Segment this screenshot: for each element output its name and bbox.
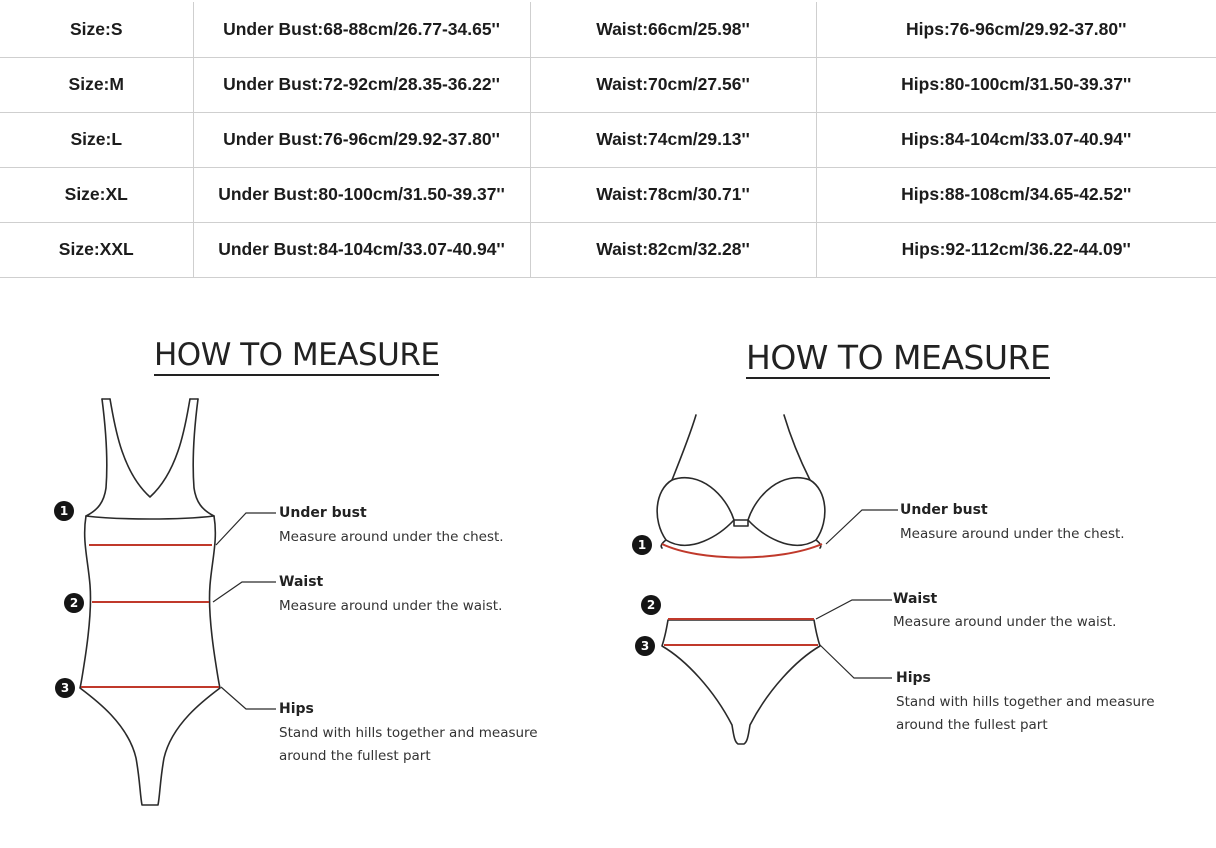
step-1-badge: 1: [54, 501, 74, 521]
bikini-leader-lines: [816, 510, 898, 678]
hips-label: Hips: [279, 701, 314, 717]
under-bust-label: Under bust: [279, 505, 367, 521]
waist-cell: Waist:66cm/25.98'': [530, 2, 816, 57]
hips-description-line-2: around the fullest part: [279, 748, 431, 764]
hips-description-line-1: Stand with hills together and measure: [896, 694, 1155, 710]
under-bust-cell: Under Bust:84-104cm/33.07-40.94'': [193, 222, 530, 277]
step-2-badge: 2: [64, 593, 84, 613]
hips-cell: Hips:84-104cm/33.07-40.94'': [816, 112, 1216, 167]
waist-cell: Waist:78cm/30.71'': [530, 167, 816, 222]
swimsuit-leader-lines: [213, 513, 276, 709]
hips-description-line-1: Stand with hills together and measure: [279, 725, 538, 741]
left-how-to-measure-title: HOW TO MEASURE: [154, 337, 439, 376]
under-bust-description: Measure around under the chest.: [279, 529, 504, 545]
waist-cell: Waist:74cm/29.13'': [530, 112, 816, 167]
waist-cell: Waist:70cm/27.56'': [530, 57, 816, 112]
under-bust-cell: Under Bust:68-88cm/26.77-34.65'': [193, 2, 530, 57]
hips-cell: Hips:92-112cm/36.22-44.09'': [816, 222, 1216, 277]
under-bust-cell: Under Bust:76-96cm/29.92-37.80'': [193, 112, 530, 167]
size-cell: Size:XL: [0, 167, 193, 222]
step-3-badge: 3: [635, 636, 655, 656]
size-cell: Size:S: [0, 2, 193, 57]
under-bust-description: Measure around under the chest.: [900, 526, 1125, 542]
right-how-to-measure-title: HOW TO MEASURE: [746, 338, 1051, 377]
size-cell: Size:M: [0, 57, 193, 112]
bikini-bottom-illustration: [662, 620, 820, 744]
size-cell: Size:L: [0, 112, 193, 167]
step-1-badge: 1: [632, 535, 652, 555]
waist-description: Measure around under the waist.: [279, 598, 503, 614]
hips-description-line-2: around the fullest part: [896, 717, 1048, 733]
size-cell: Size:XXL: [0, 222, 193, 277]
hips-cell: Hips:76-96cm/29.92-37.80'': [816, 2, 1216, 57]
hips-cell: Hips:80-100cm/31.50-39.37'': [816, 57, 1216, 112]
waist-cell: Waist:82cm/32.28'': [530, 222, 816, 277]
waist-label: Waist: [279, 574, 324, 590]
hips-label: Hips: [896, 670, 931, 686]
waist-label: Waist: [893, 591, 938, 607]
under-bust-cell: Under Bust:80-100cm/31.50-39.37'': [193, 167, 530, 222]
waist-description: Measure around under the waist.: [893, 614, 1117, 630]
step-2-badge: 2: [641, 595, 661, 615]
hips-cell: Hips:88-108cm/34.65-42.52'': [816, 167, 1216, 222]
swimsuit-measure-lines: [81, 545, 219, 687]
step-3-badge: 3: [55, 678, 75, 698]
under-bust-label: Under bust: [900, 502, 988, 518]
bikini-top-illustration: [657, 415, 825, 548]
under-bust-cell: Under Bust:72-92cm/28.35-36.22'': [193, 57, 530, 112]
bikini-bottom-measure-lines: [664, 619, 818, 645]
